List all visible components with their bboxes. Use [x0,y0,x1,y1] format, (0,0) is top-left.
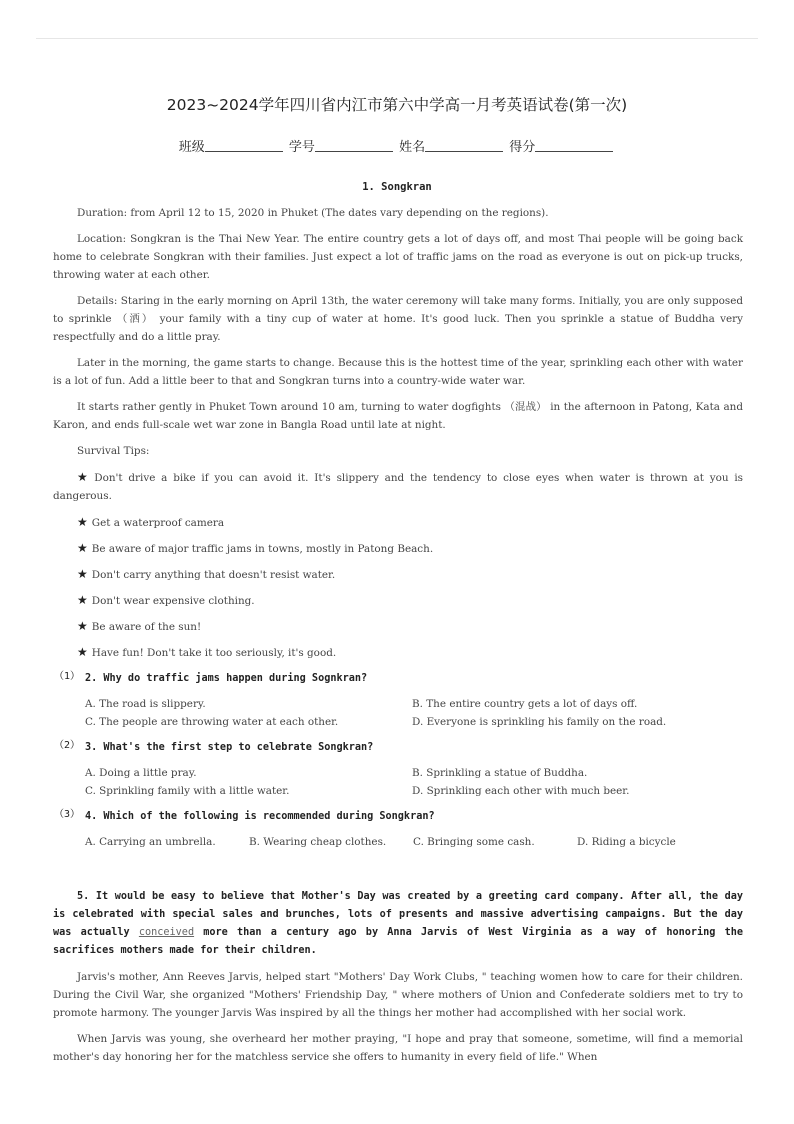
option-c[interactable]: C. Sprinkling family with a little water. [85,785,290,797]
exam-title: 2023~2024学年四川省内江市第六中学高一月考英语试卷(第一次) [166,96,628,114]
question-number: （1） [54,671,81,682]
paragraph-later: Later in the morning, the game starts to change. Because this is the hottest time of the year, sprinkling each other with water is a lot of fun. Add a little beer to that and Songkran turns into a country-wide water war. [53,357,743,387]
tip-item: ★ Get a waterproof camera [77,515,225,529]
option-b[interactable]: B. Wearing cheap clothes. [249,836,387,848]
score-blank[interactable] [535,138,613,152]
class-label: 班级 [178,140,205,155]
option-a[interactable]: A. Doing a little pray. [85,767,197,779]
option-c[interactable]: C. The people are throwing water at each other. [85,716,339,728]
option-b[interactable]: B. Sprinkling a statue of Buddha. [412,767,588,779]
option-d[interactable]: D. Everyone is sprinkling his family on the road. [412,716,667,728]
star-icon: ★ [77,470,91,484]
option-a[interactable]: A. Carrying an umbrella. [85,836,216,848]
class-blank[interactable] [205,138,283,152]
score-label: 得分 [509,140,536,155]
student-info-line [0,136,794,155]
question-number: （2） [54,740,81,751]
option-c[interactable]: C. Bringing some cash. [413,836,535,848]
tip-item: ★ Don't wear expensive clothing. [77,593,255,607]
paragraph-jarvis-young: When Jarvis was young, she overheard her mother praying, "I hope and pray that someone, sometime, will find a memorial mother's day honoring her for the matchless service she offers to humanity in every field of life." When [53,1033,743,1063]
passage-2-intro: 5. It would be easy to believe that Mother's Day was created by a greeting card company. After all, the day is celebrated with special sales and brunches, lots of presents and massive advertising campaigns. But the day was actually conceived more than a century ago by Anna Jarvis of West Virginia as a way of honoring the sacrifices mothers made for their children. [53,891,744,956]
paragraph-duration: Duration: from April 12 to 15, 2020 in Phuket (The dates vary depending on the regions). [77,207,549,219]
page-top-divider [36,38,758,39]
student-number-blank[interactable] [315,138,393,152]
star-icon: ★ [77,593,88,607]
question-stem: 3. What's the first step to celebrate Songkran? [85,742,374,753]
name-label: 姓名 [399,140,426,155]
underlined-word: conceived [138,927,195,938]
tip-item: ★ Don't carry anything that doesn't resist water. [77,567,336,581]
option-b[interactable]: B. The entire country gets a lot of days off. [412,698,638,710]
survival-tips-heading: Survival Tips: [77,445,150,457]
option-d[interactable]: D. Sprinkling each other with much beer. [412,785,630,797]
student-number-label: 学号 [288,140,315,155]
star-icon: ★ [77,515,88,529]
option-d[interactable]: D. Riding a bicycle [577,836,676,848]
question-stem: 2. Why do traffic jams happen during Sognkran? [85,673,368,684]
tip-item: ★ Have fun! Don't take it too seriously, it's good. [77,645,337,659]
tip-item: ★ Be aware of the sun! [77,619,202,633]
star-icon: ★ [77,645,88,659]
star-icon: ★ [77,541,88,555]
passage-body [53,204,743,662]
paragraph-jarvis-mother: Jarvis's mother, Ann Reeves Jarvis, helped start "Mothers' Day Work Clubs, " teaching women how to care for their children. During the Civil War, she organized "Mothers' Friendship Day, " where mothers of Union and Confederate soldiers met to try to promote harmony. The younger Jarvis Was inspired by all the things her mother had accomplished with her social work. [53,971,743,1019]
star-icon: ★ [77,567,88,581]
question-stem: 4. Which of the following is recommended during Songkran? [85,811,435,822]
paragraph-location: Location: Songkran is the Thai New Year. The entire country gets a lot of days off, and most Thai people will be going back home to celebrate Songkran with their families. Just expect a lot of traffic jams on the road as everyone is out on pick-up trucks, throwing water at each other. [53,233,743,281]
name-blank[interactable] [425,138,503,152]
option-a[interactable]: A. The road is slippery. [85,698,206,710]
paragraph-phuket: It starts rather gently in Phuket Town around 10 am, turning to water dogfights （混战） in the afternoon in Patong, Kata and Karon, and ends full-scale wet war zone in Bangla Road until late at night. [53,401,743,431]
star-icon: ★ [77,619,88,633]
paragraph-details: Details: Staring in the early morning on April 13th, the water ceremony will take many forms. Initially, you are only supposed to sprinkle （洒） your family with a tiny cup of water at home. It's good luck. Then you sprinkle a statue of Buddha very respectfully and do a little pray. [53,295,743,343]
passage-title: 1. Songkran [362,181,432,193]
question-number: （3） [54,809,81,820]
passage-2-body [53,888,743,1066]
tip-item: ★ Be aware of major traffic jams in towns, mostly in Patong Beach. [77,541,434,555]
tip-item: ★ Don't drive a bike if you can avoid it. It's slippery and the tendency to close eyes when water is thrown at you is dangerous. [53,470,743,502]
